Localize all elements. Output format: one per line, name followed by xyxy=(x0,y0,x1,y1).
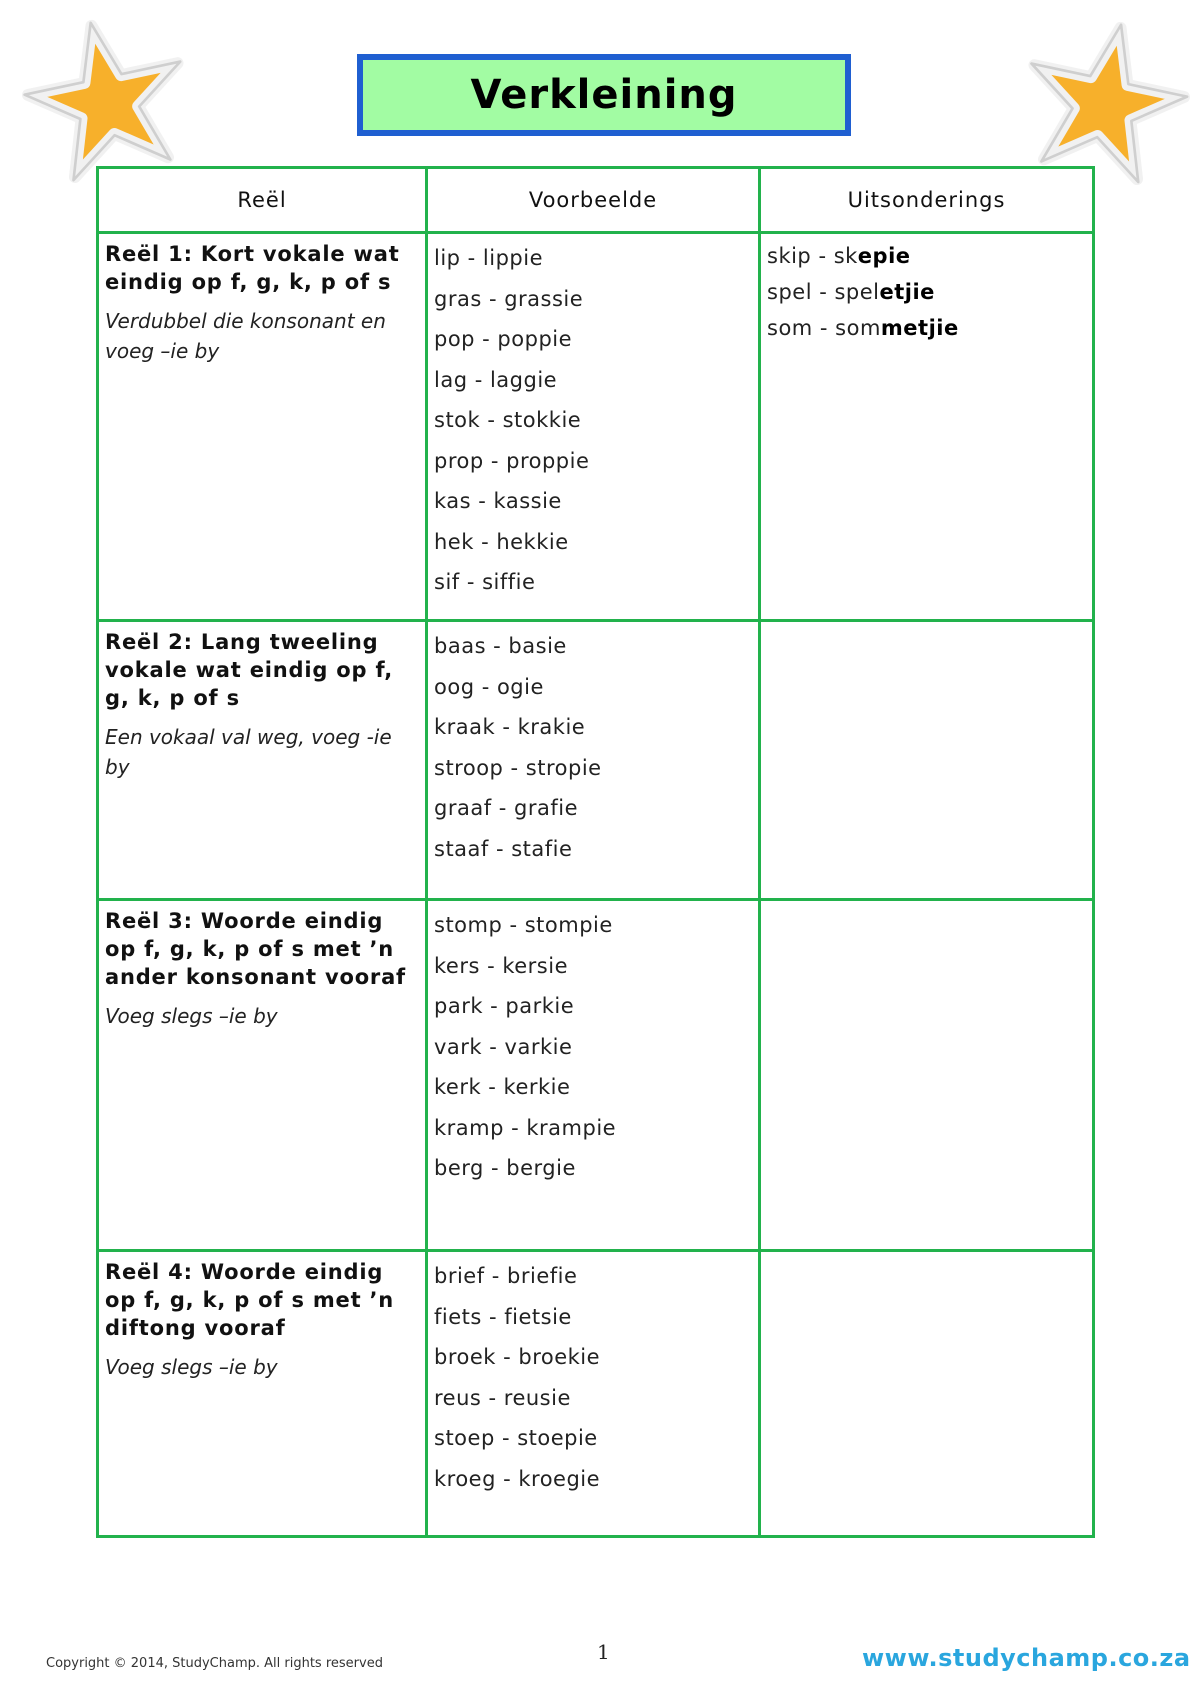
example-item: stomp - stompie xyxy=(434,913,613,937)
examples-list xyxy=(434,905,752,1189)
examples-cell xyxy=(428,622,761,901)
example-item: kroeg - kroegie xyxy=(434,1466,601,1491)
example-item: stoep - stoepie xyxy=(434,1426,598,1450)
rule-description: Voeg slegs –ie by xyxy=(105,1004,278,1028)
example-item: gras - grassie xyxy=(434,286,584,311)
header-voorbeelde: Voorbeelde xyxy=(428,169,761,234)
example-item: kramp - krampie xyxy=(434,1115,617,1140)
exception-base: som - som xyxy=(767,316,881,340)
example-item: brief - briefie xyxy=(434,1264,578,1288)
exception-base: spel - spel xyxy=(767,280,880,304)
star-icon xyxy=(1020,16,1190,186)
examples-list xyxy=(434,238,752,603)
example-item: baas - basie xyxy=(434,634,567,658)
rule-cell xyxy=(99,901,428,1252)
exception-suffix: epie xyxy=(857,244,911,268)
rule-title: Reël 1: Kort vokale wat eindig op f, g, k, p of s xyxy=(105,242,400,294)
rule-description: Verdubbel die konsonant en voeg –ie by xyxy=(105,309,386,363)
example-item: berg - bergie xyxy=(434,1156,576,1180)
header-uitsonderings: Uitsonderings xyxy=(761,169,1092,234)
rule-title: Reël 2: Lang tweeling vokale wat eindig op f, g, k, p of s xyxy=(105,630,394,710)
exception-suffix: etjie xyxy=(879,280,935,304)
example-item: broek - broekie xyxy=(434,1345,601,1369)
header-reel: Reël xyxy=(99,169,428,234)
example-item: hek - hekkie xyxy=(434,529,569,554)
star-icon xyxy=(22,14,192,184)
exception-item xyxy=(767,310,1086,346)
example-item: vark - varkie xyxy=(434,1034,573,1059)
rule-cell xyxy=(99,1252,428,1535)
exceptions-cell xyxy=(761,901,1092,1252)
rule-cell xyxy=(99,622,428,901)
examples-list xyxy=(434,1256,752,1499)
example-item: sif - siffie xyxy=(434,570,536,594)
rule-title: Reël 3: Woorde eindig op f, g, k, p of s met ’n ander konsonant vooraf xyxy=(105,909,406,989)
examples-cell xyxy=(428,234,761,622)
example-item: stok - stokkie xyxy=(434,408,582,432)
examples-cell xyxy=(428,901,761,1252)
example-item: lip - lippie xyxy=(434,246,544,270)
example-item: pop - poppie xyxy=(434,327,573,351)
example-item: kas - kassie xyxy=(434,489,562,513)
page-title: Verkleining xyxy=(470,72,738,118)
exception-base: skip - sk xyxy=(767,244,858,268)
example-item: oog - ogie xyxy=(434,674,544,699)
exceptions-cell xyxy=(761,622,1092,901)
example-item: kerk - kerkie xyxy=(434,1075,571,1099)
rules-table xyxy=(96,166,1095,1538)
exceptions-list xyxy=(767,238,1086,346)
title-banner xyxy=(357,54,851,136)
exceptions-cell xyxy=(761,1252,1092,1535)
examples-cell xyxy=(428,1252,761,1535)
example-item: park - parkie xyxy=(434,994,575,1018)
rule-title: Reël 4: Woorde eindig op f, g, k, p of s met ’n diftong vooraf xyxy=(105,1260,395,1340)
examples-list xyxy=(434,626,752,869)
example-item: kers - kersie xyxy=(434,953,568,978)
page-number: 1 xyxy=(597,1640,610,1664)
example-item: staaf - stafie xyxy=(434,836,573,861)
example-item: stroop - stropie xyxy=(434,755,602,780)
example-item: reus - reusie xyxy=(434,1385,571,1410)
example-item: kraak - krakie xyxy=(434,715,586,739)
website-link[interactable]: www.studychamp.co.za xyxy=(862,1644,1191,1672)
example-item: lag - laggie xyxy=(434,367,558,392)
example-item: graaf - grafie xyxy=(434,796,579,820)
exception-item xyxy=(767,274,1086,310)
exception-suffix: metjie xyxy=(880,316,959,340)
rule-cell xyxy=(99,234,428,622)
exceptions-cell xyxy=(761,234,1092,622)
example-item: fiets - fietsie xyxy=(434,1304,572,1329)
exception-item xyxy=(767,238,1086,274)
rule-description: Een vokaal val weg, voeg -ie by xyxy=(105,725,392,779)
rule-description: Voeg slegs –ie by xyxy=(105,1355,278,1379)
example-item: prop - proppie xyxy=(434,448,590,473)
copyright-notice: Copyright © 2014, StudyChamp. All rights reserved xyxy=(46,1656,383,1671)
